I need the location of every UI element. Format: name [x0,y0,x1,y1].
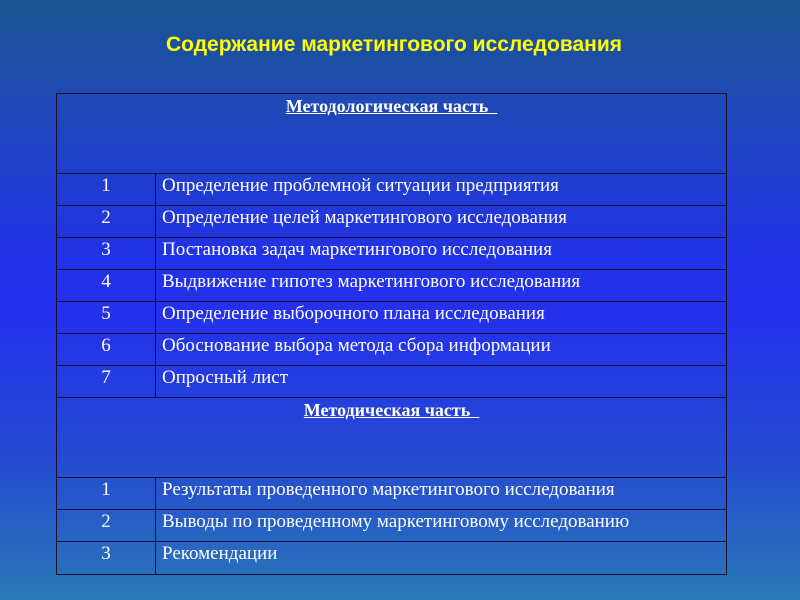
slide-title: Содержание маркетингового исследования [166,33,622,56]
row-number: 1 [57,174,156,205]
table-row [57,366,726,398]
table-row [57,542,726,574]
row-text: Определение выборочного плана исследования [162,303,545,324]
row-text: Обоснование выбора метода сбора информации [162,335,551,356]
row-text: Постановка задач маркетингового исследования [162,239,552,260]
row-number: 5 [57,302,156,333]
row-text: Результаты проведенного маркетингового исследования [162,479,615,500]
table-row [57,302,726,334]
table-row [57,238,726,270]
section-heading: Методическая часть [303,400,471,420]
table-row [57,510,726,542]
row-text: Опросный лист [162,367,289,388]
row-text: Рекомендации [162,543,278,564]
row-text: Определение проблемной ситуации предприятия [162,175,559,196]
table-row [57,478,726,510]
row-number: 2 [57,510,156,541]
table-row [57,206,726,238]
table-row [57,270,726,302]
row-number: 3 [57,238,156,269]
row-number: 1 [57,478,156,509]
row-number: 4 [57,270,156,301]
table-row [57,174,726,206]
row-number: 2 [57,206,156,237]
row-text: Выводы по проведенному маркетинговому исследованию [162,511,630,532]
row-text: Определение целей маркетингового исследования [162,207,568,228]
section-heading: Методологическая часть [285,96,489,116]
row-text: Выдвижение гипотез маркетингового исследования [162,271,581,292]
section-header-methodological [57,94,726,174]
section-header-methodical [57,398,726,478]
row-number: 6 [57,334,156,365]
content-table [56,93,727,575]
row-number: 3 [57,542,156,574]
table-row [57,334,726,366]
row-number: 7 [57,366,156,397]
